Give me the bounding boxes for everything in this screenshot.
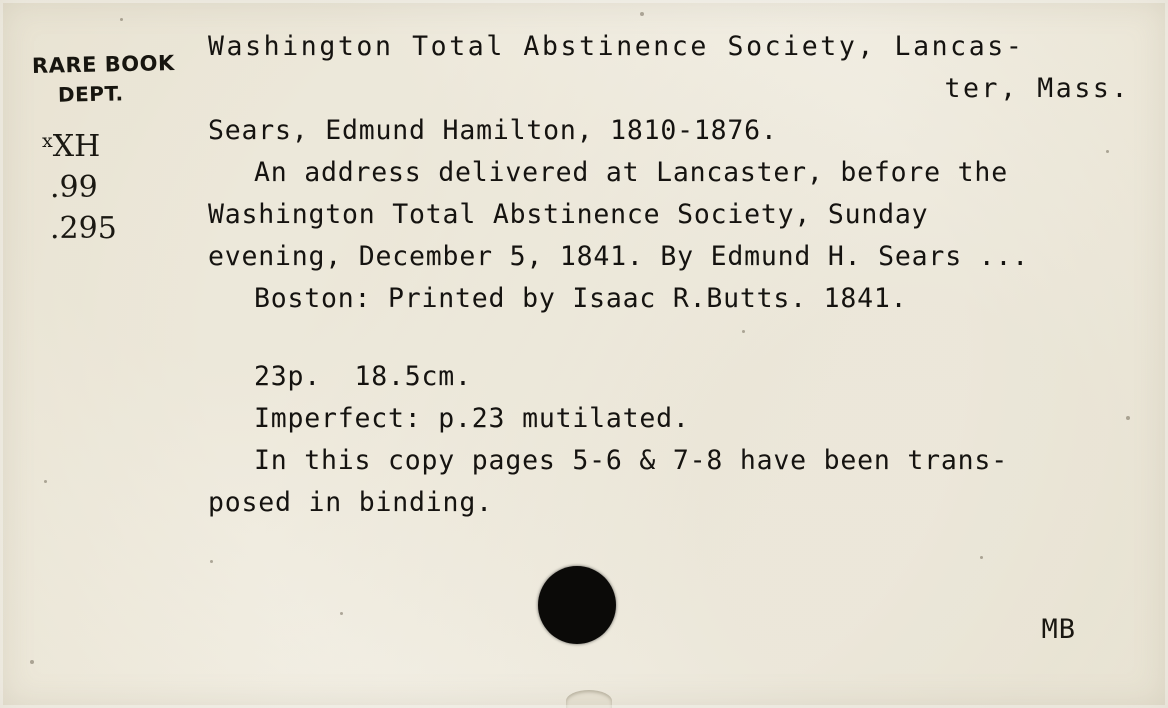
card-body — [208, 26, 1148, 524]
call-number-sub-2: .295 — [50, 211, 117, 246]
paper-speck — [980, 556, 983, 559]
author-line: Sears, Edmund Hamilton, 1810-1876. — [208, 115, 778, 146]
call-number-class-row — [42, 121, 220, 167]
rare-book-stamp-line-1: RARE BOOK — [31, 50, 175, 78]
title-line-2: Washington Total Abstinence Society, Sunday — [208, 199, 929, 230]
heading-line-1: Washington Total Abstinence Society, Lancas- — [208, 31, 1025, 62]
spacer — [208, 320, 1148, 356]
punch-hole — [538, 566, 616, 644]
paper-speck — [30, 660, 34, 664]
heading-line-2: ter, Mass. — [944, 73, 1130, 104]
call-number-sub-1: .99 — [50, 170, 98, 205]
collation-extent: 23p. 18.5cm. — [254, 361, 472, 392]
paper-speck — [640, 12, 644, 16]
paper-speck — [44, 480, 47, 483]
cataloger-initials: MB — [1041, 614, 1076, 645]
call-number-lines — [30, 121, 220, 249]
collation-note-1: Imperfect: p.23 mutilated. — [254, 403, 690, 434]
paper-speck — [120, 18, 123, 21]
collation-note-2-line-2: posed in binding. — [208, 487, 493, 518]
collation-note-2-line-1: In this copy pages 5-6 & 7-8 have been trans- — [254, 445, 1008, 476]
title-line-1: An address delivered at Lancaster, before the — [254, 157, 1008, 188]
call-number-block — [30, 52, 220, 249]
call-number-class: XH — [52, 129, 101, 164]
paper-speck — [340, 612, 343, 615]
call-number-prefix-mark: x — [42, 130, 53, 152]
imprint-line: Boston: Printed by Isaac R.Butts. 1841. — [254, 283, 908, 314]
title-line-3: evening, December 5, 1841. By Edmund H. Sears ... — [208, 241, 1029, 272]
card-bottom-notch — [566, 690, 612, 708]
rare-book-stamp-line-2: DEPT. — [57, 81, 124, 107]
paper-speck — [210, 560, 213, 563]
